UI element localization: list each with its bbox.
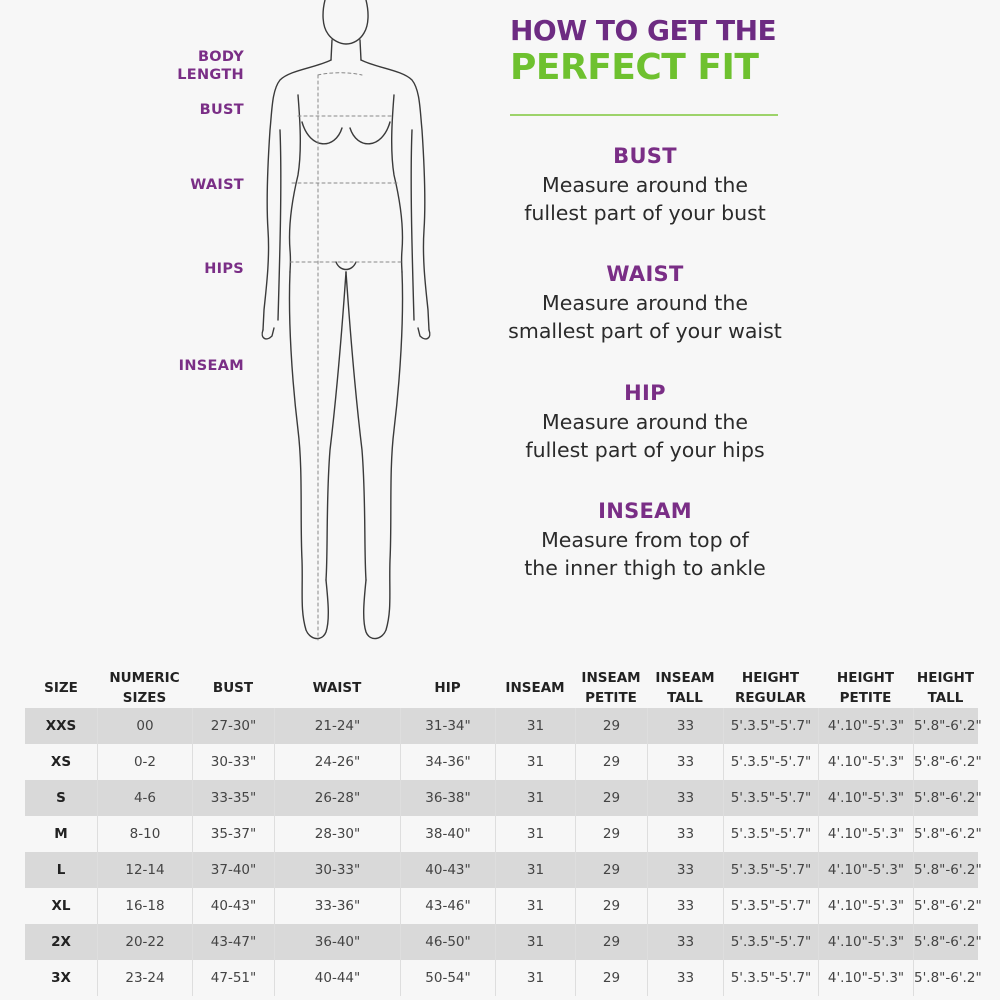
size-cell: 2X	[25, 924, 97, 960]
table-cell: 37-40"	[192, 852, 274, 888]
table-header-row	[25, 668, 978, 708]
table-cell: 5'.8"-6'.2"	[913, 780, 978, 816]
table-cell: 47-51"	[192, 960, 274, 996]
table-cell: 31-34"	[400, 708, 495, 744]
table-cell: 46-50"	[400, 924, 495, 960]
table-cell: 31	[495, 708, 575, 744]
table-cell: 12-14	[97, 852, 192, 888]
instruction-text: Measure around the fullest part of your bust	[524, 173, 766, 225]
label-hips: HIPS	[204, 261, 244, 277]
title-line-2: PERFECT FIT	[510, 47, 759, 88]
table-cell: 33	[647, 960, 723, 996]
column-header: INSEAM	[505, 680, 565, 696]
column-header: INSEAM PETITE	[581, 670, 641, 706]
table-cell: 43-46"	[400, 888, 495, 924]
label-body-length	[124, 48, 244, 84]
label-bust: BUST	[199, 102, 244, 118]
table-cell: 33	[647, 744, 723, 780]
size-cell: XL	[25, 888, 97, 924]
table-cell: 5'.8"-6'.2"	[913, 924, 978, 960]
table-cell: 21-24"	[274, 708, 400, 744]
table-cell: 5'.8"-6'.2"	[913, 708, 978, 744]
table-cell: 29	[575, 888, 647, 924]
table-cell: 5'.3.5"-5'.7"	[723, 888, 818, 924]
instruction-hip	[480, 381, 810, 464]
table-cell: 5'.3.5"-5'.7"	[723, 960, 818, 996]
table-cell: 4'.10"-5'.3"	[818, 888, 913, 924]
table-cell: 4'.10"-5'.3"	[818, 960, 913, 996]
table-cell: 0-2	[97, 744, 192, 780]
instruction-title: WAIST	[606, 262, 684, 286]
table-cell: 00	[97, 708, 192, 744]
table-cell: 33	[647, 816, 723, 852]
table-cell: 40-43"	[400, 852, 495, 888]
size-chart-table	[25, 668, 982, 996]
table-cell: 24-26"	[274, 744, 400, 780]
size-cell: 3X	[25, 960, 97, 996]
table-cell: 40-44"	[274, 960, 400, 996]
table-cell: 29	[575, 924, 647, 960]
instruction-title: BUST	[613, 144, 677, 168]
table-cell: 33	[647, 852, 723, 888]
instruction-text: Measure from top of the inner thigh to ankle	[524, 528, 766, 580]
table-cell: 5'.3.5"-5'.7"	[723, 744, 818, 780]
column-header: BUST	[212, 680, 254, 696]
table-cell: 27-30"	[192, 708, 274, 744]
column-header: HEIGHT PETITE	[836, 670, 895, 706]
table-cell: 5'.3.5"-5'.7"	[723, 708, 818, 744]
instruction-title: HIP	[624, 381, 666, 405]
table-cell: 5'.8"-6'.2"	[913, 960, 978, 996]
table-cell: 50-54"	[400, 960, 495, 996]
table-cell: 29	[575, 744, 647, 780]
instruction-text: Measure around the fullest part of your hips	[525, 410, 765, 462]
table-cell: 4'.10"-5'.3"	[818, 708, 913, 744]
instruction-inseam	[480, 499, 810, 582]
table-cell: 31	[495, 924, 575, 960]
table-cell: 5'.8"-6'.2"	[913, 744, 978, 780]
table-cell: 33	[647, 780, 723, 816]
table-cell: 8-10	[97, 816, 192, 852]
table-cell: 36-38"	[400, 780, 495, 816]
table-cell: 34-36"	[400, 744, 495, 780]
table-cell: 36-40"	[274, 924, 400, 960]
column-header: WAIST	[312, 680, 362, 696]
size-cell: L	[25, 852, 97, 888]
table-cell: 43-47"	[192, 924, 274, 960]
table-cell: 30-33"	[192, 744, 274, 780]
table-cell: 30-33"	[274, 852, 400, 888]
column-header: INSEAM TALL	[655, 670, 715, 706]
table-cell: 35-37"	[192, 816, 274, 852]
instruction-bust	[480, 144, 810, 227]
column-header: HEIGHT TALL	[916, 670, 975, 706]
table-cell: 38-40"	[400, 816, 495, 852]
table-row	[25, 960, 978, 996]
column-header: NUMERIC SIZES	[109, 670, 180, 706]
column-header: HEIGHT REGULAR	[734, 670, 807, 706]
size-cell: M	[25, 816, 97, 852]
table-cell: 31	[495, 816, 575, 852]
table-cell: 5'.8"-6'.2"	[913, 852, 978, 888]
table-cell: 5'.3.5"-5'.7"	[723, 852, 818, 888]
table-cell: 31	[495, 960, 575, 996]
table-cell: 4'.10"-5'.3"	[818, 780, 913, 816]
size-cell: S	[25, 780, 97, 816]
table-body	[25, 708, 982, 996]
table-row	[25, 816, 978, 852]
table-row	[25, 708, 978, 744]
table-cell: 33	[647, 708, 723, 744]
table-cell: 31	[495, 744, 575, 780]
table-cell: 31	[495, 780, 575, 816]
table-cell: 16-18	[97, 888, 192, 924]
column-header: HIP	[434, 680, 461, 696]
table-cell: 33-35"	[192, 780, 274, 816]
table-row	[25, 924, 978, 960]
table-cell: 40-43"	[192, 888, 274, 924]
title-divider	[510, 114, 778, 116]
table-row	[25, 852, 978, 888]
table-cell: 4'.10"-5'.3"	[818, 852, 913, 888]
table-cell: 5'.8"-6'.2"	[913, 816, 978, 852]
table-cell: 31	[495, 852, 575, 888]
table-cell: 31	[495, 888, 575, 924]
label-body-length-text: BODY LENGTH	[177, 49, 244, 83]
label-inseam: INSEAM	[178, 358, 244, 374]
table-cell: 4'.10"-5'.3"	[818, 816, 913, 852]
table-cell: 5'.3.5"-5'.7"	[723, 816, 818, 852]
table-cell: 5'.3.5"-5'.7"	[723, 780, 818, 816]
size-cell: XS	[25, 744, 97, 780]
size-cell: XXS	[25, 708, 97, 744]
table-cell: 5'.8"-6'.2"	[913, 888, 978, 924]
body-figure-illustration	[150, 0, 450, 650]
table-cell: 29	[575, 708, 647, 744]
table-cell: 29	[575, 960, 647, 996]
instruction-waist	[480, 262, 810, 345]
table-cell: 26-28"	[274, 780, 400, 816]
table-cell: 29	[575, 816, 647, 852]
table-cell: 33	[647, 924, 723, 960]
table-cell: 4'.10"-5'.3"	[818, 744, 913, 780]
table-cell: 23-24	[97, 960, 192, 996]
table-cell: 33-36"	[274, 888, 400, 924]
table-cell: 4'.10"-5'.3"	[818, 924, 913, 960]
table-cell: 29	[575, 780, 647, 816]
table-cell: 5'.3.5"-5'.7"	[723, 924, 818, 960]
table-cell: 33	[647, 888, 723, 924]
table-row	[25, 744, 978, 780]
title-line-1: HOW TO GET THE	[510, 14, 777, 47]
table-row	[25, 888, 978, 924]
table-cell: 4-6	[97, 780, 192, 816]
column-header: SIZE	[44, 680, 78, 696]
instruction-title: INSEAM	[598, 499, 692, 523]
table-cell: 20-22	[97, 924, 192, 960]
page-title	[510, 14, 790, 88]
table-cell: 29	[575, 852, 647, 888]
table-cell: 28-30"	[274, 816, 400, 852]
instruction-text: Measure around the smallest part of your waist	[508, 291, 782, 343]
table-row	[25, 780, 978, 816]
label-waist: WAIST	[190, 177, 244, 193]
